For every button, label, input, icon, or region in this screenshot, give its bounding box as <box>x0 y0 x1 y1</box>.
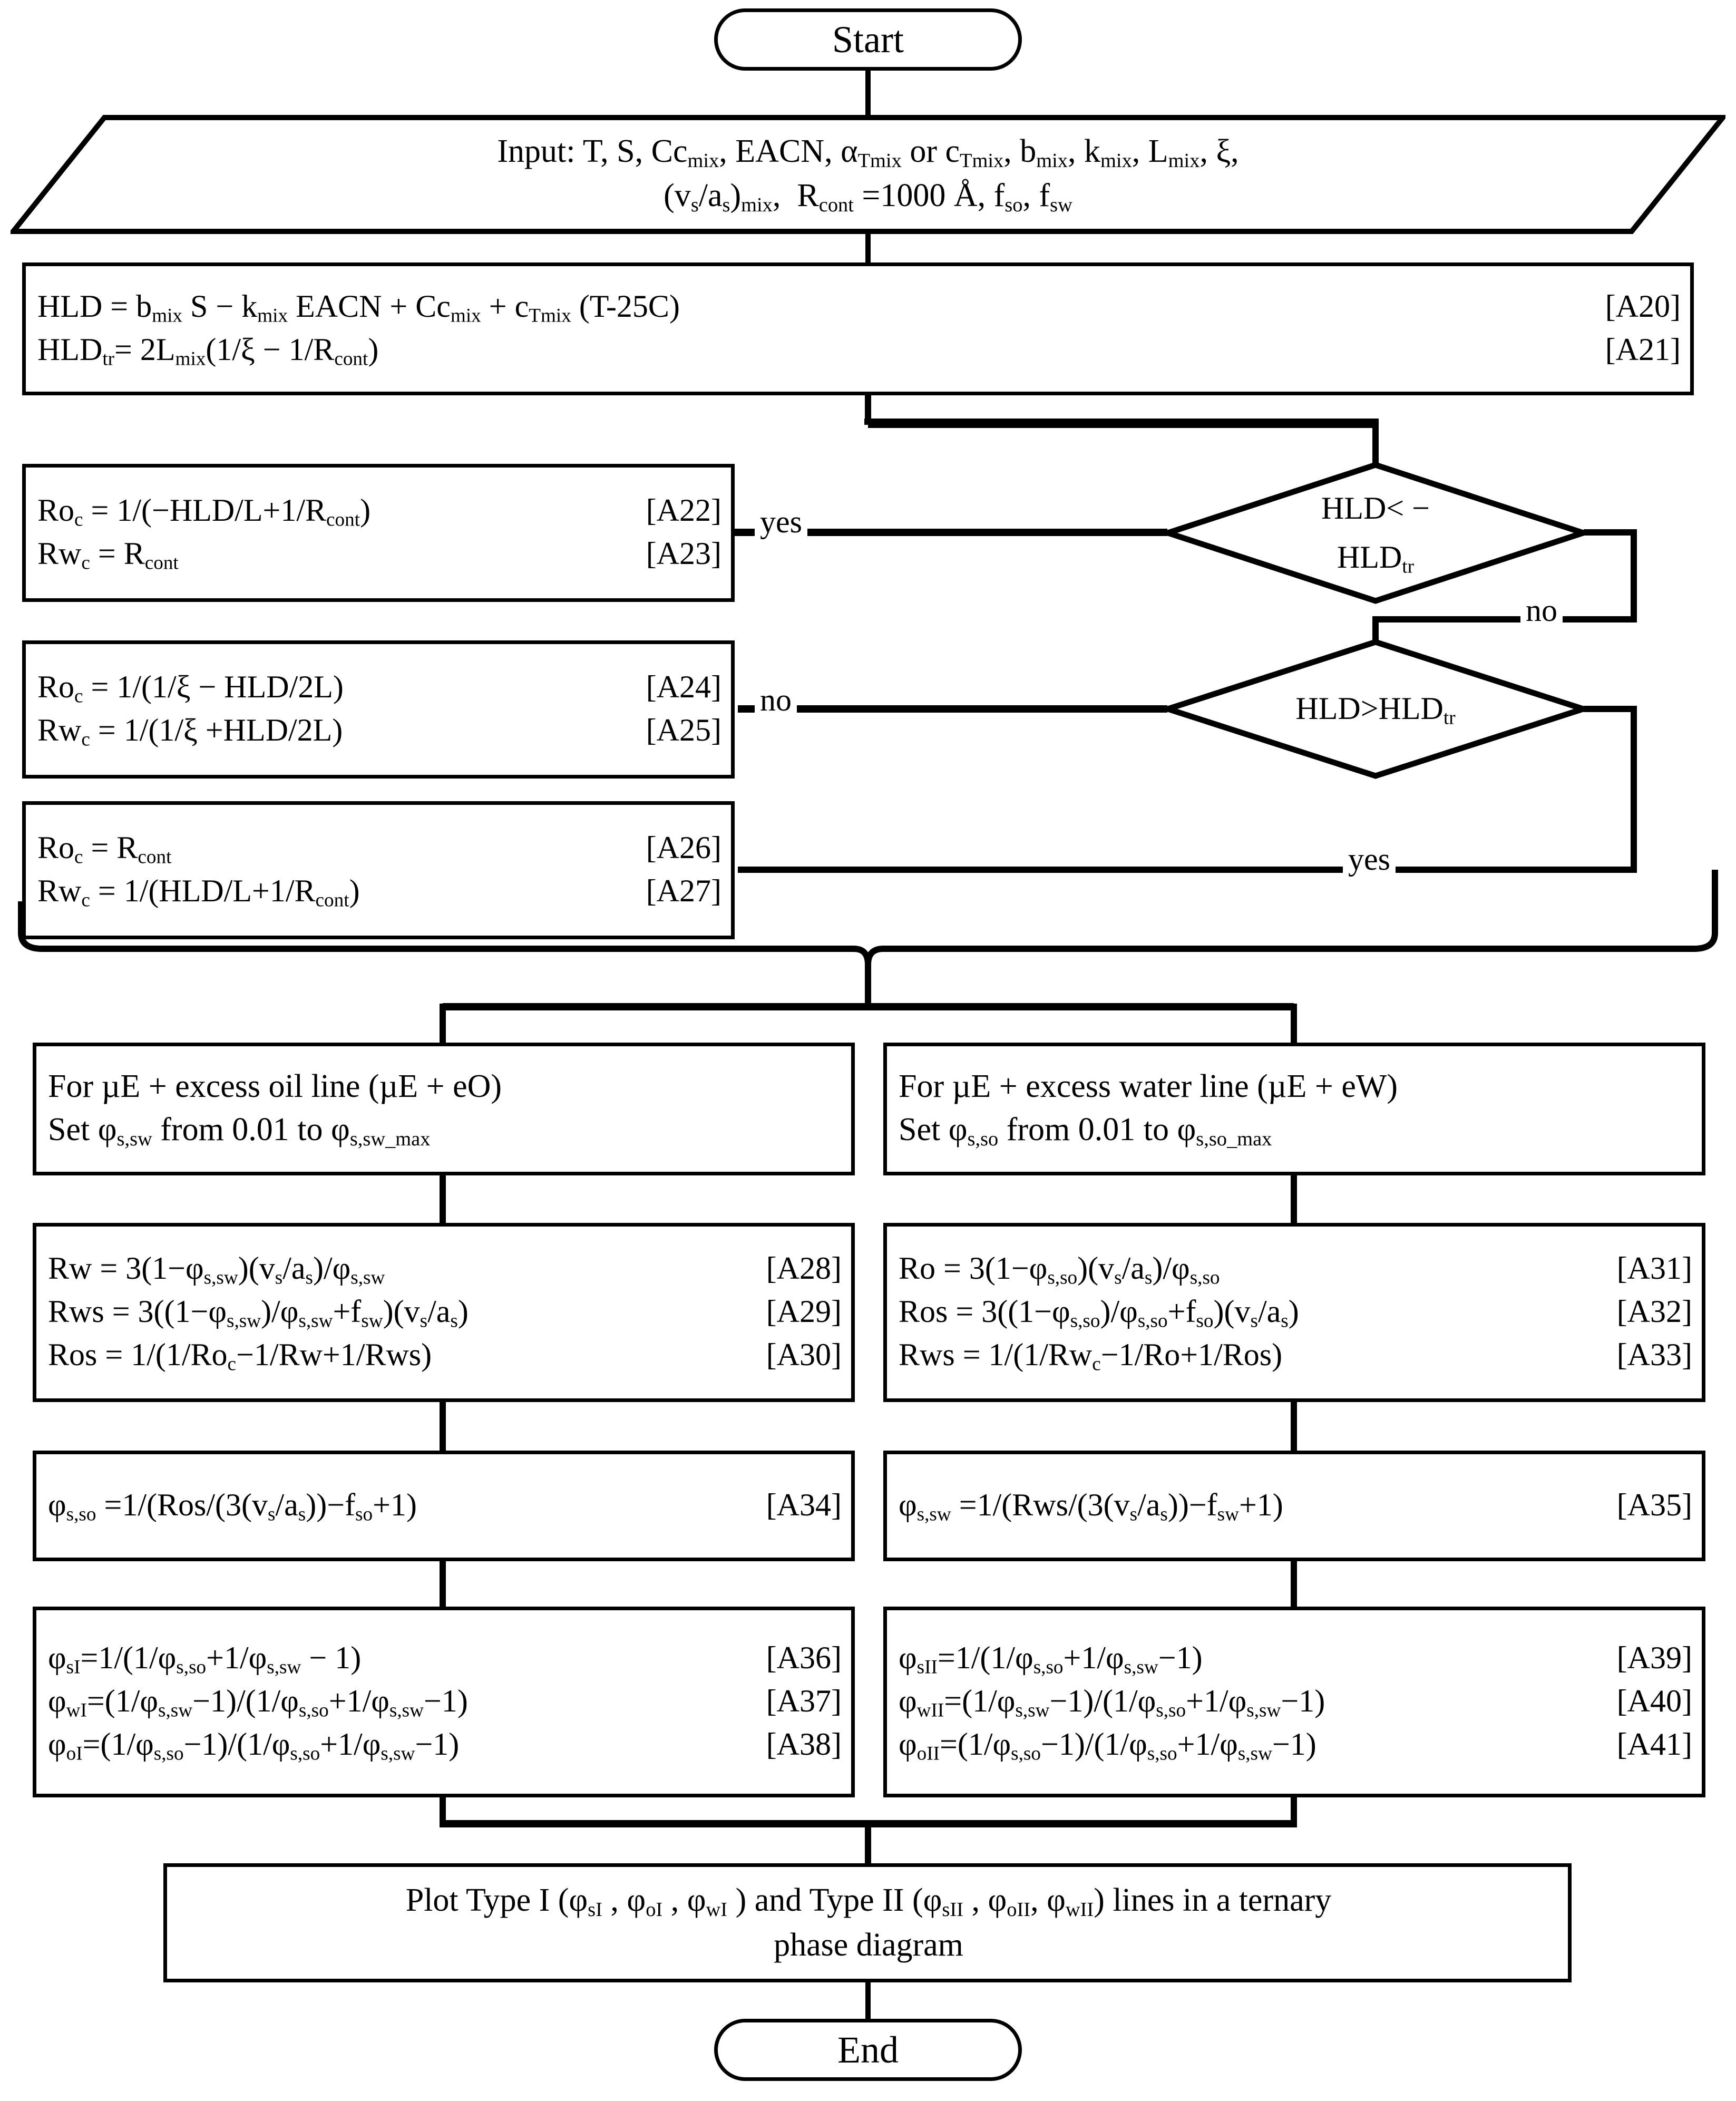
right-phi-box <box>883 1451 1705 1561</box>
decision2-line-1: $HLD>HLD_{tr}$ <box>1295 691 1456 729</box>
equation-a27: $Rw_c = 1/(HLD/L+1/R_{cont})$ <box>37 873 360 911</box>
branch-c-box <box>22 801 735 939</box>
equation-tag-a36: [A36] <box>766 1640 842 1675</box>
table-row <box>899 1334 1692 1377</box>
input-text <box>497 130 1238 219</box>
equation-a28: $Rw = 3(1-\varphi_{s,sw})(v_s/a_s)/\varphi_{s,sw}$ <box>48 1250 385 1289</box>
equation-tag-a34: [A34] <box>766 1487 842 1522</box>
table-row <box>48 1334 842 1377</box>
equation-a21: $HLD_{tr}= 2L_{mix}(1/\xi - 1/R_{cont})$ <box>37 332 379 370</box>
input-line-2: $(v_s/a_s)_{mix}$, $R_{cont} =1000$ Å, $f_{so}$, $f_{sw}$ <box>664 178 1072 216</box>
equation-a37: $\varphi_{wI}=(1/\varphi_{s,sw}-1)/(1/\varphi_{s,so}+1/\varphi_{s,sw}-1)$ <box>48 1683 468 1721</box>
start-terminator <box>714 8 1022 71</box>
equation-tag-a31: [A31] <box>1616 1250 1692 1286</box>
equation-tag-a41: [A41] <box>1616 1727 1692 1762</box>
hld-equations-box <box>22 262 1694 395</box>
equation-tag-a38: [A38] <box>766 1727 842 1762</box>
equation-a26: $Ro_c = R_{cont}$ <box>37 830 172 868</box>
equation-tag-a20: [A20] <box>1605 288 1681 324</box>
edge-label-yes-1: yes <box>755 506 807 538</box>
equation-a23: $Rw_c = R_{cont}$ <box>37 536 179 574</box>
equation-tag-a29: [A29] <box>766 1293 842 1329</box>
table-row <box>37 286 1681 329</box>
equation-a32: Ros = $3((1-\varphi_{s,so})/\varphi_{s,so}+f_{so})(v_s/a_s)$ <box>899 1293 1299 1332</box>
table-row <box>37 533 721 576</box>
equation-a31: $Ro = 3(1-\varphi_{s,so})(v_s/a_s)/\varphi_{s,so}$ <box>899 1250 1220 1289</box>
equation-a33: Rws = $1/(1/Rw_c-1/Ro+1/Ros)$ <box>899 1337 1283 1375</box>
equation-a30: Ros = $1/(1/Ro_c-1/Rw+1/Rws)$ <box>48 1337 432 1375</box>
edge-label-yes-2: yes <box>1343 843 1396 875</box>
equation-a25: $Rw_c = 1/(1/\xi +HLD/2L)$ <box>37 713 343 751</box>
right-header-line-1: For µE + excess water line (µE + eW) <box>899 1068 1398 1105</box>
equation-tag-a28: [A28] <box>766 1250 842 1286</box>
table-row <box>899 1291 1692 1334</box>
start-label: Start <box>832 18 904 61</box>
table-row <box>899 1248 1692 1291</box>
decision1-line-2: $HLD_{tr}$ <box>1337 539 1415 578</box>
equation-tag-a22: [A22] <box>646 492 721 528</box>
plot-line-1: Plot Type I ($\varphi_{sI}$ , $\varphi_{oI}$ , $\varphi_{wI}$ ) and Type II ($\varphi_{sII}$ , $\varphi_{oII}$, $\varphi_{wII}$) lines in a ternary <box>405 1882 1332 1921</box>
equation-a29: Rws = $3((1-\varphi_{s,sw})/\varphi_{s,sw}+f_{sw})(v_s/a_s)$ <box>48 1293 469 1332</box>
table-row <box>899 1680 1692 1724</box>
left-type-box <box>33 1607 855 1797</box>
decision1-text <box>1321 484 1430 582</box>
equation-tag-a27: [A27] <box>646 873 721 908</box>
table-row <box>48 1484 842 1528</box>
branch-b-box <box>22 640 735 779</box>
equation-tag-a23: [A23] <box>646 536 721 571</box>
input-parallelogram <box>11 115 1725 234</box>
equation-tag-a25: [A25] <box>646 713 721 747</box>
end-label: End <box>837 2028 899 2071</box>
equation-tag-a35: [A35] <box>1616 1487 1692 1522</box>
equation-tag-a26: [A26] <box>646 830 721 865</box>
right-type-box <box>883 1607 1705 1797</box>
equation-a36: $\varphi_{sI}=1/(1/\varphi_{s,so}+1/\varphi_{s,sw} - 1)$ <box>48 1640 362 1678</box>
left-branch-header-box <box>33 1043 855 1175</box>
equation-a38: $\varphi_{oI}=(1/\varphi_{s,so}-1)/(1/\varphi_{s,so}+1/\varphi_{s,sw}-1)$ <box>48 1727 460 1765</box>
table-row <box>48 1637 842 1680</box>
edge-label-no-1: no <box>1520 595 1563 626</box>
left-header-line-2: Set $\varphi_{s,sw}$ from 0.01 to $\varphi_{s,sw\_max}$ <box>48 1112 431 1151</box>
table-row <box>899 1484 1692 1528</box>
equation-tag-a40: [A40] <box>1616 1683 1692 1718</box>
equation-a20: HLD = $b_{mix}$ $S - k_{mix}$ EACN + $Cc_{mix} + c_{Tmix}$ (T-25C) <box>37 288 680 327</box>
equation-a35: $\varphi_{s,sw} =1/(Rws/(3(v_s/a_s))-f_{sw}+1)$ <box>899 1487 1283 1525</box>
table-row <box>37 329 1681 372</box>
left-radii-box <box>33 1223 855 1402</box>
table-row <box>37 490 721 533</box>
plot-line-2: phase diagram <box>774 1927 963 1963</box>
table-row <box>37 827 721 870</box>
right-branch-header-box <box>883 1043 1705 1175</box>
equation-tag-a24: [A24] <box>646 669 721 704</box>
decision-hld-greater-than-hldtr <box>1165 639 1586 779</box>
table-row <box>899 1637 1692 1680</box>
table-row <box>48 1248 842 1291</box>
equation-a40: $\varphi_{wII}=(1/\varphi_{s,sw}-1)/(1/\varphi_{s,so}+1/\varphi_{s,sw}-1)$ <box>899 1683 1325 1721</box>
left-phi-box <box>33 1451 855 1561</box>
equation-a41: $\varphi_{oII}=(1/\varphi_{s,so}-1)/(1/\varphi_{s,so}+1/\varphi_{s,sw}-1)$ <box>899 1727 1316 1765</box>
edge-label-no-2: no <box>755 684 797 716</box>
equation-tag-a39: [A39] <box>1616 1640 1692 1675</box>
equation-a39: $\varphi_{sII}=1/(1/\varphi_{s,so}+1/\varphi_{s,sw}-1)$ <box>899 1640 1203 1678</box>
decision1-line-1: HLD< − <box>1321 490 1430 526</box>
equation-tag-a30: [A30] <box>766 1337 842 1373</box>
left-header-line-1: For µE + excess oil line (µE + eO) <box>48 1068 502 1105</box>
table-row <box>899 1724 1692 1767</box>
table-row <box>37 709 721 753</box>
equation-a22: $Ro_c = 1/(-HLD/L+1/R_{cont})$ <box>37 492 371 531</box>
table-row <box>48 1724 842 1767</box>
plot-ternary-box <box>163 1863 1572 1982</box>
table-row <box>37 870 721 913</box>
equation-tag-a32: [A32] <box>1616 1293 1692 1329</box>
branch-a-box <box>22 464 735 602</box>
equation-a34: $\varphi_{s,so} =1/(Ros/(3(v_s/a_s))-f_{so}+1)$ <box>48 1487 417 1525</box>
right-radii-box <box>883 1223 1705 1402</box>
equation-tag-a37: [A37] <box>766 1683 842 1718</box>
decision-hld-less-than-neg-hldtr <box>1165 462 1586 604</box>
table-row <box>48 1680 842 1724</box>
input-line-1: Input: T, S, $Cc_{mix}$, EACN, $\alpha_{Tmix}$ or $c_{Tmix}$, $b_{mix}$, $k_{mix}$, $L_{mix}$, ξ, <box>497 133 1239 172</box>
equation-tag-a33: [A33] <box>1616 1337 1692 1373</box>
right-header-line-2: Set $\varphi_{s,so}$ from 0.01 to $\varphi_{s,so\_max}$ <box>899 1112 1272 1151</box>
table-row <box>37 666 721 709</box>
equation-a24: $Ro_c = 1/(1/\xi - HLD/2L)$ <box>37 669 344 707</box>
table-row <box>48 1291 842 1334</box>
decision2-text <box>1295 684 1455 733</box>
equation-tag-a21: [A21] <box>1605 332 1681 367</box>
end-terminator <box>714 2019 1022 2081</box>
